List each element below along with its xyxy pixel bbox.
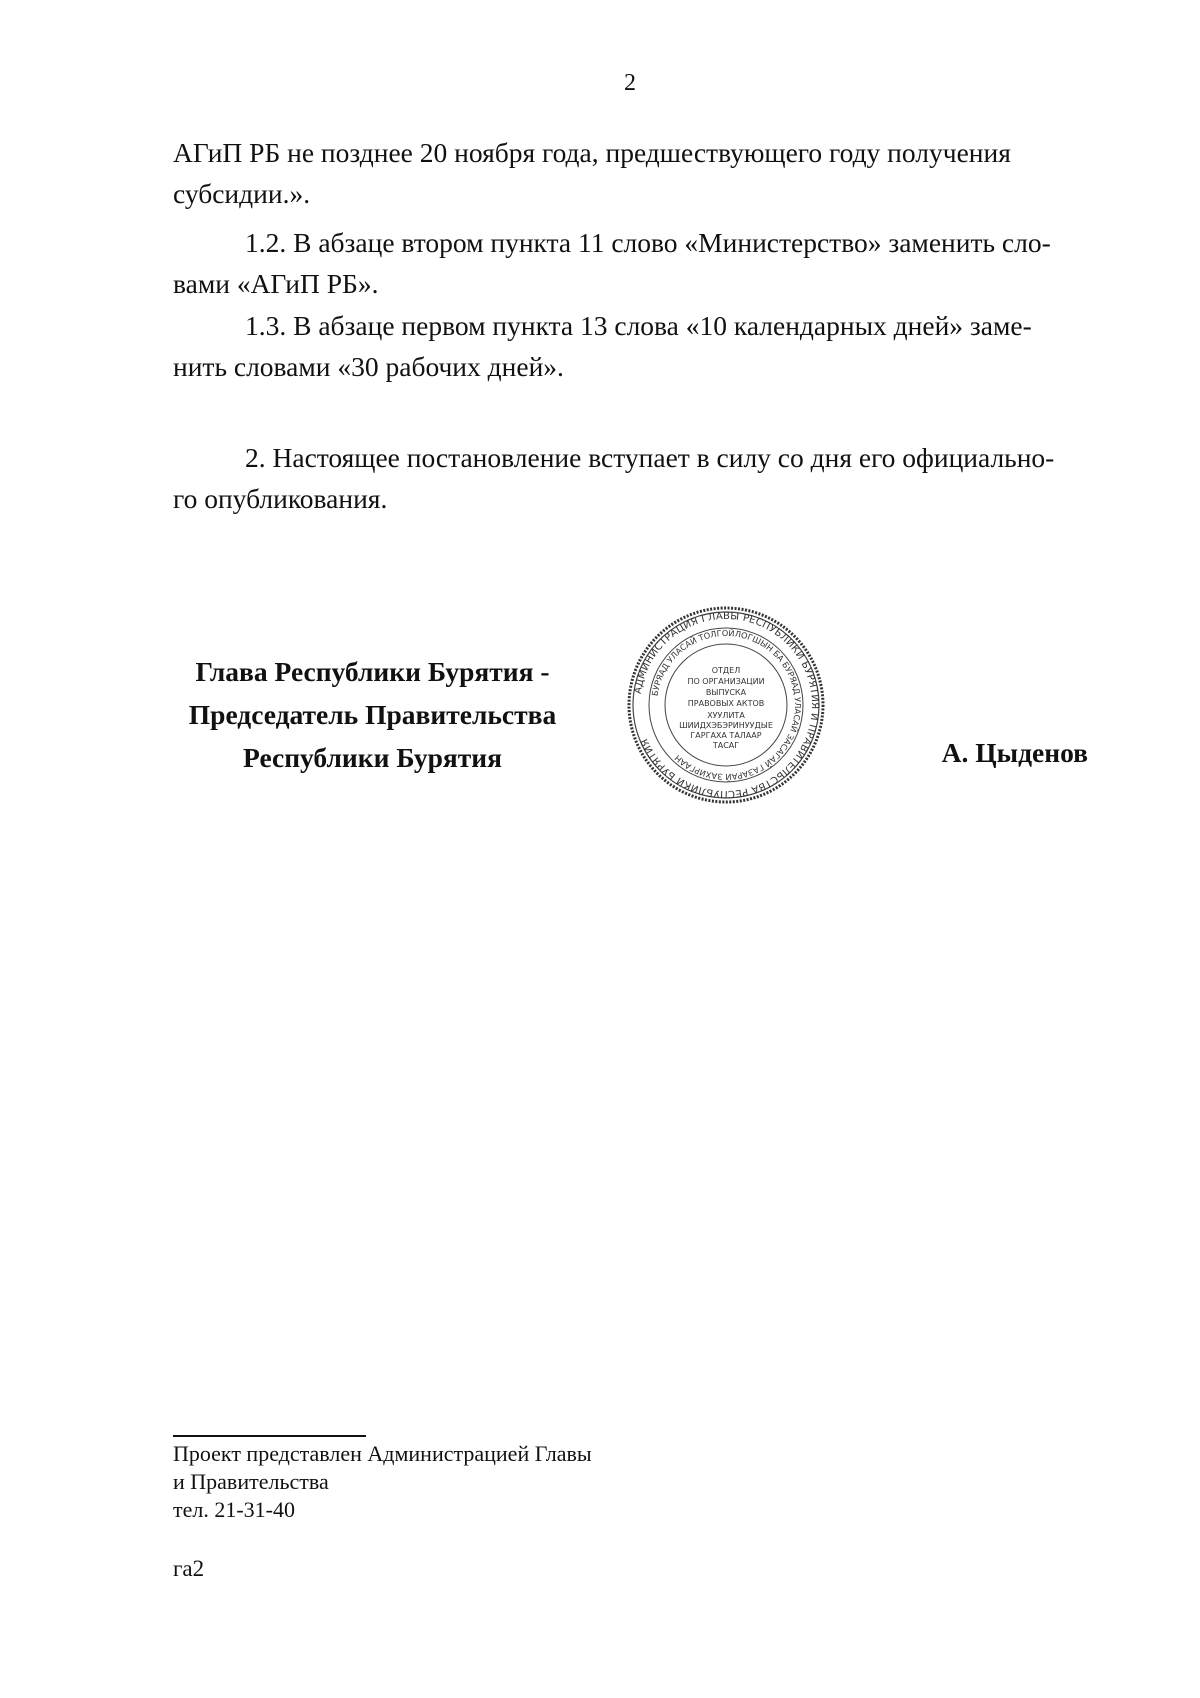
body-paragraph	[173, 437, 1088, 519]
stamp-center-line: ПРАВОВЫХ АКТОВ	[687, 699, 765, 708]
text-line: го опубликования.	[173, 483, 388, 514]
text-line: 1.2. В абзаце втором пункта 11 слово «Министерство» заменить сло-	[245, 227, 1051, 258]
footer-line: тел. 21-31-40	[173, 1497, 296, 1522]
signatory-title-line: Глава Республики Бурятия -	[195, 656, 550, 687]
text-line: 2. Настоящее постановление вступает в силу со дня его официально-	[245, 442, 1055, 473]
text-line: субсидии.».	[173, 178, 311, 209]
stamp-center-line: ПО ОРГАНИЗАЦИИ	[687, 677, 765, 686]
stamp-center-line: ТАСАГ	[712, 741, 740, 750]
body-paragraph	[173, 222, 1088, 304]
text-line: АГиП РБ не позднее 20 ноября года, предшествующего году получения	[173, 137, 1011, 168]
signatory-title-line: Республики Бурятия	[243, 742, 502, 773]
footer-line: и Правительства	[173, 1469, 329, 1494]
footer-note	[173, 1440, 592, 1524]
document-code: га2	[173, 1556, 205, 1581]
stamp-center-line: ГАРГАХА ТАЛААР	[690, 731, 762, 740]
stamp-center-line: ШИИДХЭБЭРИНУУДЫЕ	[679, 721, 773, 730]
official-stamp	[626, 605, 826, 805]
signatory-name: А. Цыденов	[941, 737, 1088, 768]
footer-divider	[173, 1435, 366, 1437]
stamp-outer-text: АДМИНИСТРАЦИЯ ГЛАВЫ РЕСПУБЛИКИ БУРЯТИЯ И ПРАВИТЕЛЬСТВА РЕСПУБЛИКИ БУРЯТИЯ	[632, 610, 821, 800]
page-number: 2	[624, 70, 636, 96]
text-line: нить словами «30 рабочих дней».	[173, 351, 564, 382]
stamp-center-line: ОТДЕЛ	[711, 666, 741, 675]
body-paragraph	[173, 305, 1088, 387]
body-paragraph	[173, 132, 1088, 214]
stamp-inner-text: БУРЯАД УЛАСАЙ ТОЛГОЙЛОГШЫН БА БУРЯАД УЛАСАЙ ЗАСАГАЙ ГАЗАРАЙ ЗАХИРГААН	[649, 627, 804, 783]
text-line: 1.3. В абзаце первом пункта 13 слова «10 календарных дней» заме-	[245, 310, 1032, 341]
signatory-title-line: Председатель Правительства	[188, 699, 557, 730]
footer-line: Проект представлен Администрацией Главы	[173, 1441, 592, 1466]
signatory-title	[175, 650, 570, 779]
stamp-center-line: ХУУЛИТА	[707, 711, 745, 720]
stamp-center-line: ВЫПУСКА	[705, 688, 747, 697]
text-line: вами «АГиП РБ».	[173, 268, 379, 299]
